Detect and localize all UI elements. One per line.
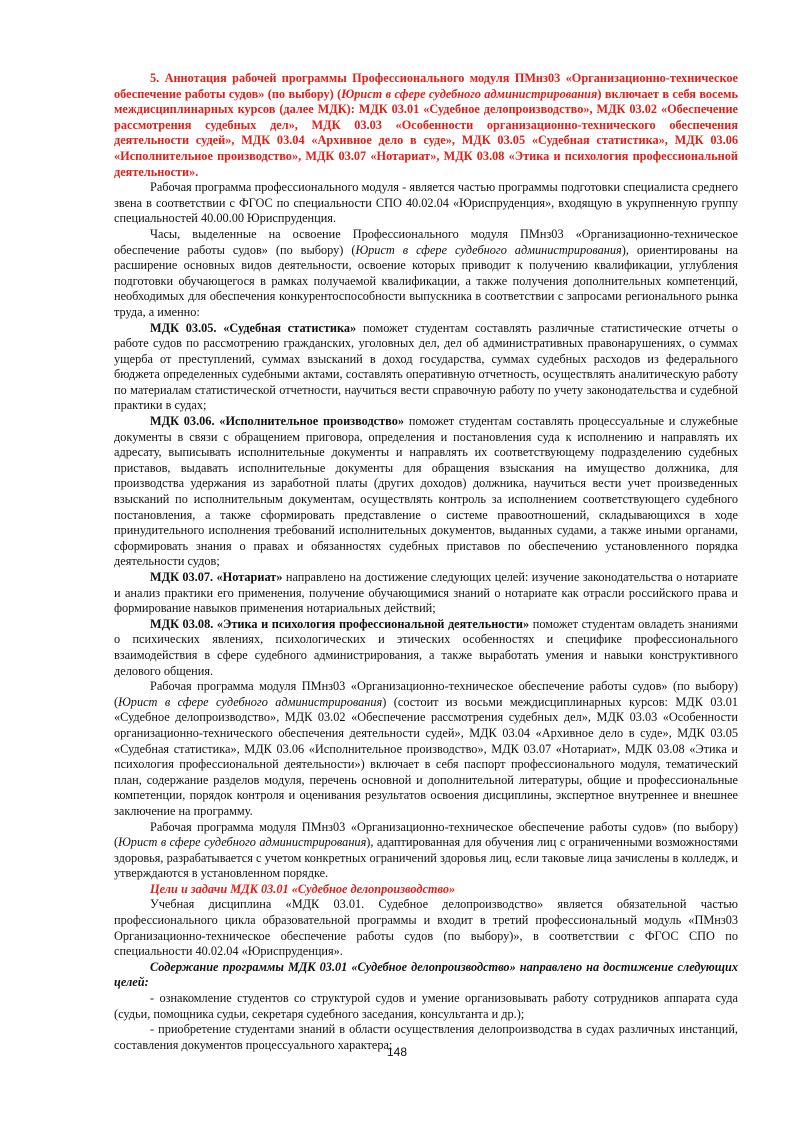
adapted-text-b: ), адаптированная для обучения лиц с ограниченными возможностями здоровья, разрабатывается с учетом конкретных ограничений здоровья лиц, если таковые лица зачислены в колледж, и утверждаются в установленном порядке. — [114, 835, 738, 881]
mdk06-title: МДК 03.06. «Исполнительное производство» — [150, 414, 405, 429]
document-body — [114, 71, 738, 1053]
mdk08-text: поможет студентам овладеть знаниями о психических явлениях, психологических и этических особенностях и специфике профессионального взаимодействия в сфере судебного администрирования, а также выработать умения и навыки конструктивного делового общения. — [114, 616, 739, 678]
mdk07-paragraph — [114, 570, 738, 617]
discipline-paragraph: Учебная дисциплина «МДК 03.01. Судебное делопроизводство» является обязательной частью профессионального цикла образовательной программы и входит в третий профессиональный модуль «ПМнз03 Организационно-техническое обеспечение работы судов (по выбору)», в соответствии с ФГОС СПО по специальности 40.02.04 «Юриспруденция». — [114, 897, 738, 959]
mdk05-title: МДК 03.05. «Судебная статистика» — [150, 320, 357, 335]
hours-paragraph — [114, 227, 738, 321]
intro-paragraph: Рабочая программа профессионального модуля - является частью программы подготовки специалиста среднего звена в соответствии с ФГОС по специальности СПО 40.02.04 «Юриспруденция», входящую в укрупненную группу специальностей 40.00.00 Юриспруденция. — [114, 180, 738, 226]
goals-heading: Цели и задачи МДК 03.01 «Судебное делопроизводство» — [150, 881, 456, 896]
heading-text: 5. Аннотация рабочей программы Профессионального модуля ПМнз03 «Организационно-техническое обеспечение работы судов» (по выбору) ( — [114, 71, 738, 101]
page-number: 148 — [386, 1045, 408, 1059]
hours-italic: Юрист в сфере судебного администрирования — [355, 242, 622, 257]
heading-rest: ) включает в себя восемь междисциплинарных курсов (далее МДК): МДК 03.01 «Судебное делопроизводство», МДК 03.02 «Обеспечение рассмотрения судебных дел», МДК 03.03 «Особенности организационно-технического обеспечения деятельности судей», МДК 03.04 «Архивное дело в суде», МДК 03.05 «Судебная статистика», МДК 03.06 «Исполнительное производство», МДК 03.07 «Нотариат», МДК 03.08 «Этика и психология профессиональной деятельности». — [114, 86, 738, 179]
goal-item: - приобретение студентами знаний в области осуществления делопроизводства в судах различных инстанций, составления документов процессуального характера; — [114, 1022, 738, 1052]
hours-text-b: ), ориентированы на расширение основных видов деятельности, освоение которых приводит к получению квалификации, углубления подготовки обучающегося в рамках получаемой квалификации, а также получения дополнительных компетенций, необходимых для обеспечения конкурентоспособности выпускника в соответствии с запросами регионального рынка труда, а именно: — [114, 242, 738, 319]
program-italic: Юрист в сфере судебного администрирования — [118, 694, 383, 709]
mdk07-text: направлено на достижение следующих целей: изучение законодательства о нотариате и анализ практики его применения, получение обучающимися знаний о нотариате как отрасли российского права и формирование навыков применения нотариальных действий; — [114, 570, 739, 616]
goal-item: - ознакомление студентов со структурой судов и умение организовывать работу сотрудников аппарата суда (судьи, помощника судьи, секретаря судебного заседания, консультанта и др.); — [114, 991, 738, 1021]
heading-italic: Юрист в сфере судебного администрирования — [341, 86, 598, 101]
mdk07-title: МДК 03.07. «Нотариат» — [150, 570, 283, 584]
hours-text-a: Часы, выделенные на освоение Профессионального модуля ПМнз03 «Организационно-техническое обеспечение работы судов» (по выбору) ( — [114, 226, 738, 257]
mdk05-paragraph — [114, 321, 738, 415]
program-text-a: Рабочая программа модуля ПМнз03 «Организационно-техническое обеспечение работы судов» (по выбору) ( — [114, 679, 738, 709]
mdk08-title: МДК 03.08. «Этика и психология профессиональной деятельности» — [150, 616, 530, 631]
adapted-paragraph — [114, 820, 738, 882]
adapted-italic: Юрист в сфере судебного администрирования — [118, 835, 367, 850]
mdk06-text: поможет студентам составлять процессуальные и служебные документы в связи с обращением приговора, определения и постановления суда к исполнению и направлять их адресату, выписывать исполнительные документы и направлять их соответствующему подразделению судебных приставов, выдавать исполнительные документы для обращения взыскания на имущество должника, для производства удержания из заработной платы (других доходов) должника, научиться вести учет произведенных взысканий по исполнительным документам, осуществлять контроль за исполнением соответствующего судебного постановления, а также сформировать представление о системе правоотношений, складывающихся в ходе принудительного исполнения требований исполнительных документов, выданных судами, а также иными органами, сформировать знания о правах и обязанностях судебных приставов по обеспечению установленного порядка деятельности судов; — [114, 414, 739, 569]
program-text-b: ) (состоит из восьми междисциплинарных курсов: МДК 03.01 «Судебное делопроизводство», МДК 03.02 «Обеспечение рассмотрения судебных дел», МДК 03.03 «Особенности организационно-технического обеспечения деятельности судей», МДК 03.04 «Архивное дело в суде», МДК 03.05 «Судебная статистика», МДК 03.06 «Исполнительное производство», МДК 03.07 «Нотариат», МДК 03.08 «Этика и психология профессиональной деятельности») включает в себя паспорт профессионального модуля, тематический план, содержание разделов модуля, перечень основной и дополнительной литературы, общие и профессиональные компетенции, порядок контроля и оценивания результатов освоения дисциплины, экспертное внутреннее и внешнее заключение на программу. — [114, 694, 738, 818]
annotation-heading — [114, 71, 738, 180]
mdk05-text: поможет студентам составлять различные статистические отчеты о работе судов по рассмотрению гражданских, уголовных дел, дел об административных правонарушениях, о суммах ущерба от преступлений, суммах взысканий в доход государства, суммах судебных расходов из федерального бюджета определенных судебными актами, составлять оперативную отчетность, осуществлять аналитическую работу по материалам статистической отчетности, научиться вести справочную работу по учету законодательства и судебной практики в судах; — [114, 320, 738, 413]
program-paragraph — [114, 679, 738, 819]
content-heading: Содержание программы МДК 03.01 «Судебное делопроизводство» направлено на достижение следующих целей: — [114, 959, 738, 990]
mdk08-paragraph — [114, 617, 738, 679]
adapted-text-a: Рабочая программа модуля ПМнз03 «Организационно-техническое обеспечение работы судов» (по выбору) ( — [114, 819, 738, 850]
mdk06-paragraph — [114, 414, 738, 570]
